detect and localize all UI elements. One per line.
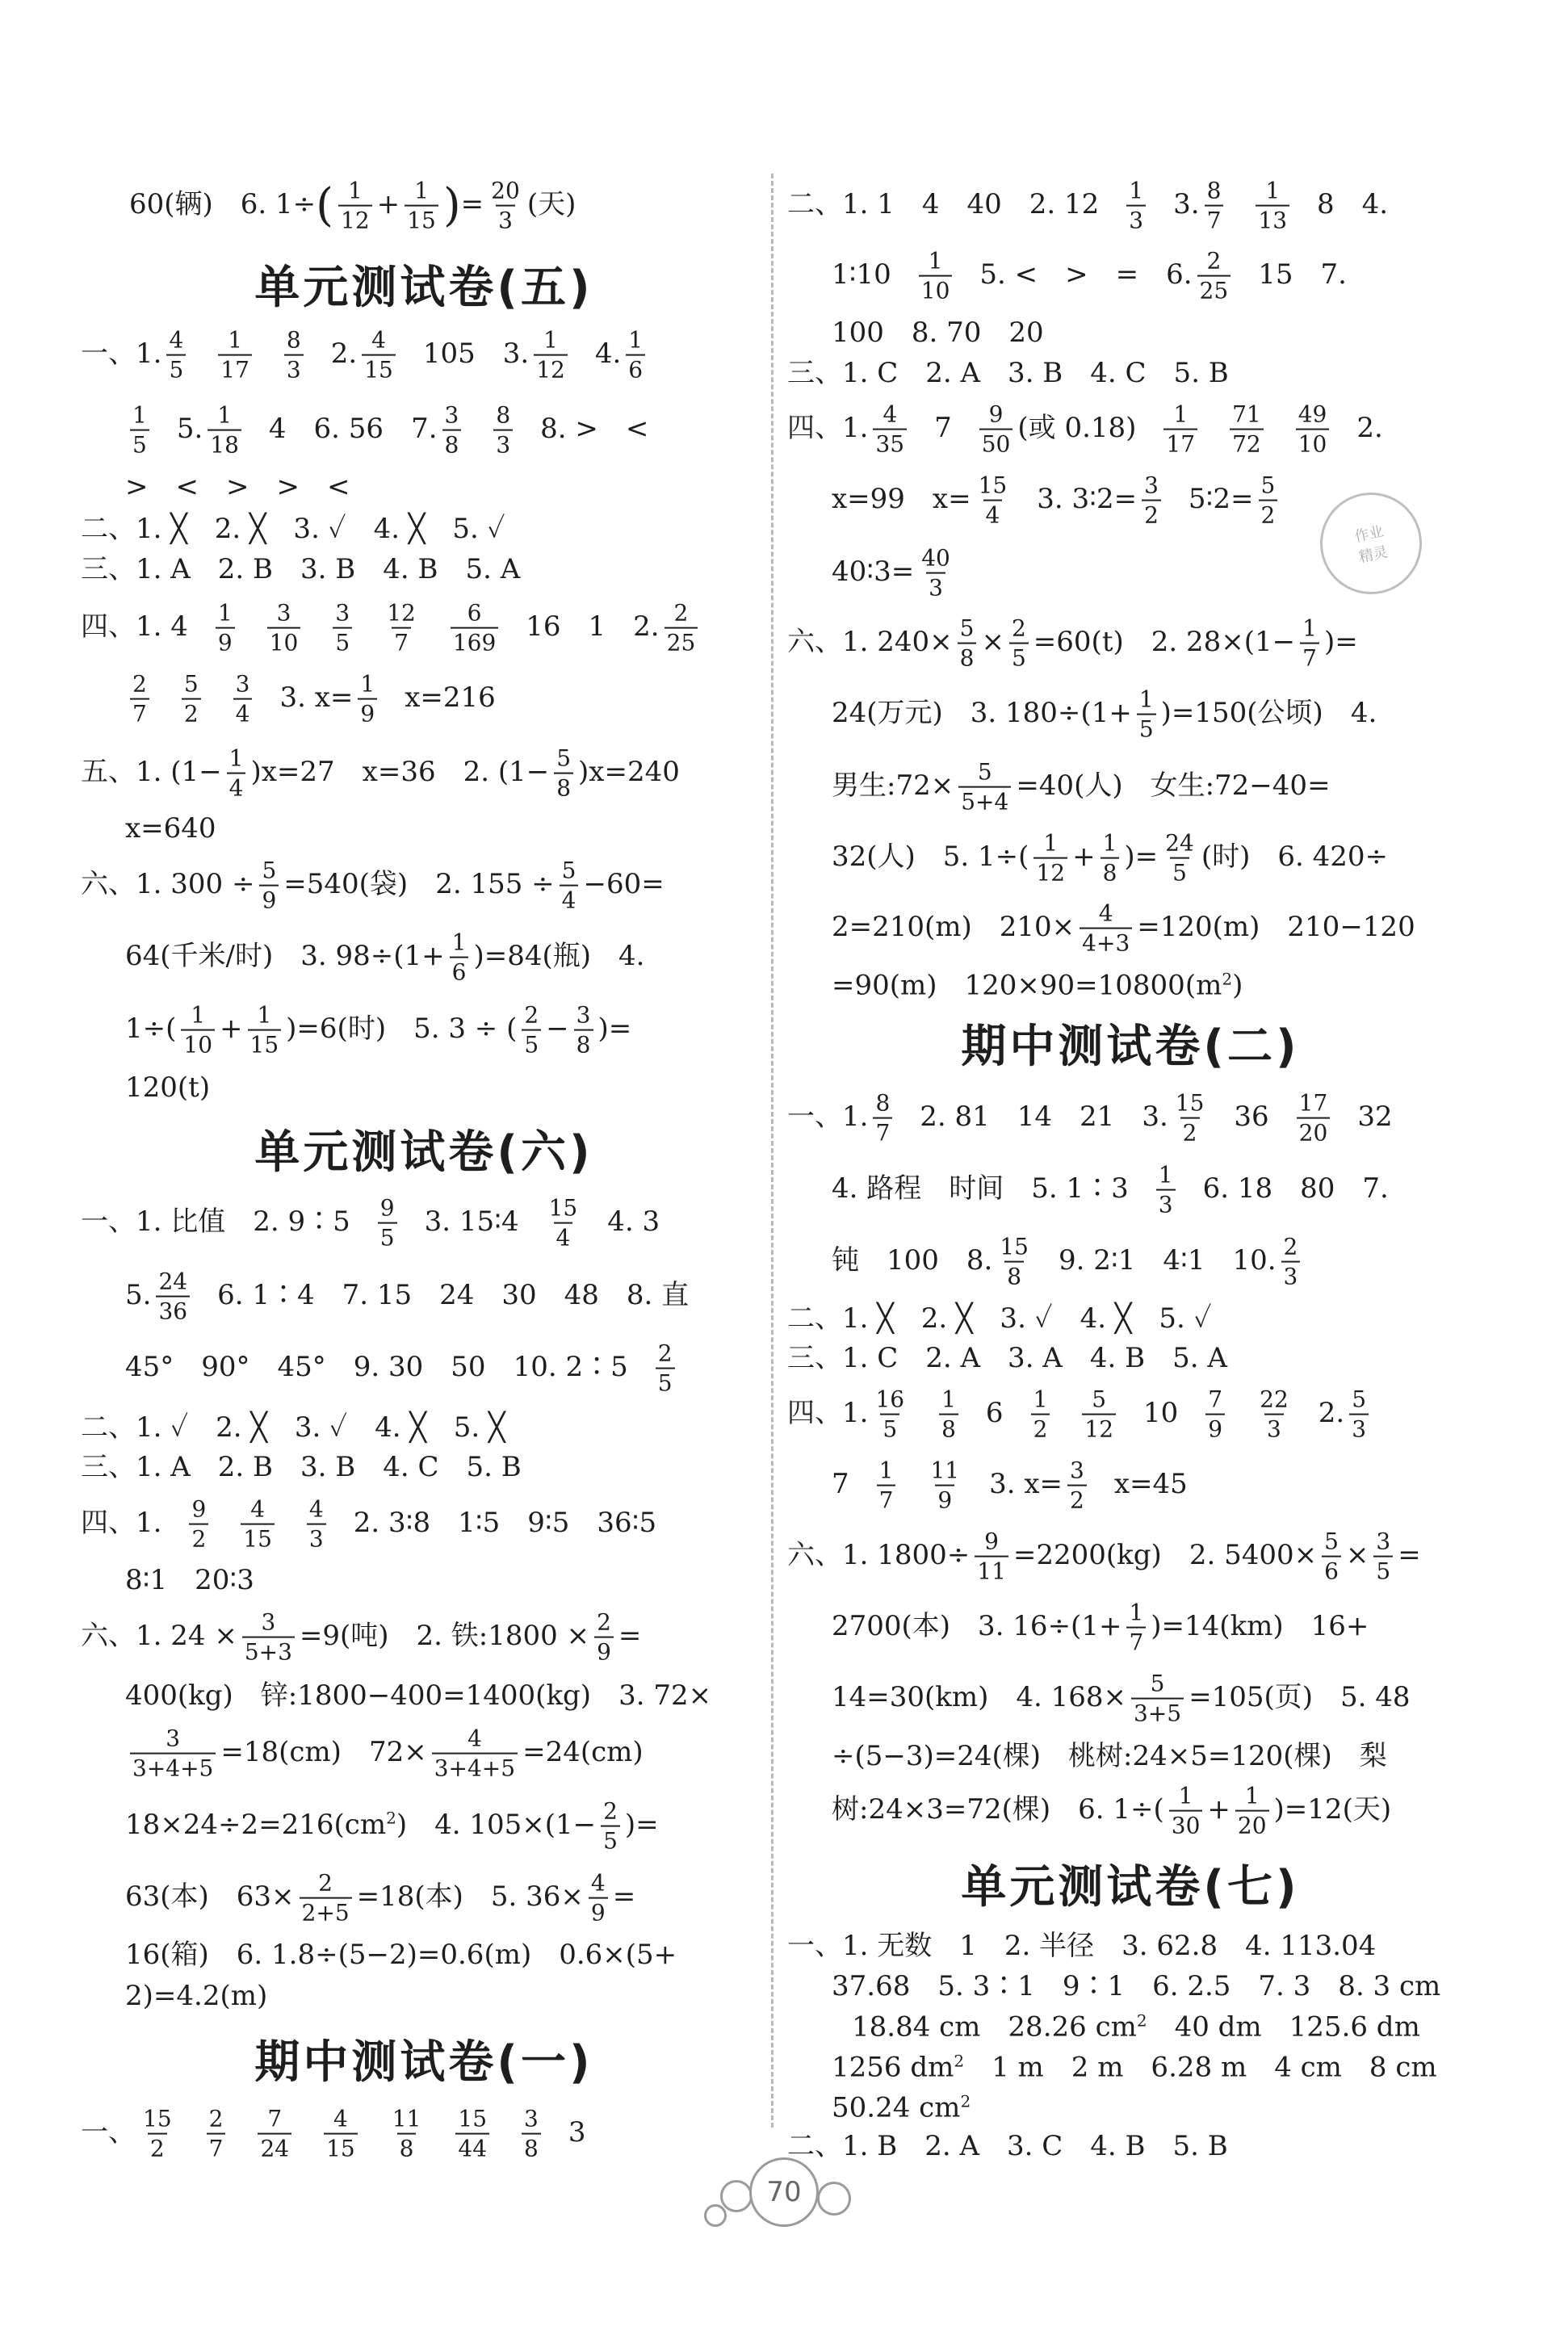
answer-line: 2=210(m) 210× $\frac{4}{4+3}$ =120(m) 210−120 xyxy=(832,899,1415,957)
answer-line: 六、1. 1800÷ $\frac{9}{11}$ =2200(kg) 2. 5400× $\frac{5}{6}$ × $\frac{3}{5}$ = xyxy=(787,1528,1421,1585)
answer-line: 三、1. A 2. B 3. B 4. B 5. A xyxy=(81,553,521,585)
answer-line: x=99 x= $\frac{15}{4}$ 3. 3∶2= $\frac{3}{2}$ 5∶2= $\frac{5}{2}$ xyxy=(787,474,1282,528)
answer-line: 64(千米/时) 3. 98÷(1+ $\frac{1}{6}$ )=84(瓶) 4. xyxy=(125,929,645,986)
answer-line: $\frac{3}{3+4+5}$ =18(cm) 72× $\frac{4}{3+4+5}$ =24(cm) xyxy=(81,1727,644,1781)
answer-line: 二、1. 1 4 40 2. 12 $\frac{1}{3}$ 3. $\frac{8}{7}$ $\frac{1}{13}$ 8 4. xyxy=(787,177,1389,234)
answer-line: 六、1. 240× $\frac{5}{8}$ × $\frac{2}{5}$ =60(t) 2. 28×(1− $\frac{1}{7}$ )= xyxy=(787,614,1358,672)
answer-line: 树:24×3=72(棵) 6. 1÷( $\frac{1}{30}$ + $\frac{1}{20}$ )=12(天) xyxy=(832,1782,1392,1839)
answer-line: 2700(本) 3. 16÷(1+ $\frac{1}{7}$ )=14(km) 16+ xyxy=(832,1599,1369,1656)
answer-line: 六、1. 300 ÷ $\frac{5}{9}$ =540(袋) 2. 155 ÷ $\frac{5}{4}$ −60= xyxy=(81,857,665,914)
watermark-seal: 作业 精灵 xyxy=(1310,483,1431,603)
answer-line: 1÷( $\frac{1}{10}$ + $\frac{1}{15}$ )=6(时) 5. 3 ÷ ( $\frac{2}{5}$ − $\frac{3}{8}$ )= xyxy=(125,1001,632,1059)
answer-line: x=640 xyxy=(125,812,216,845)
answer-line: 二、1. ╳ 2. ╳ 3. ✓ 4. ╳ 5. ✓ xyxy=(787,1302,1212,1335)
answer-line: 男生:72× $\frac{5}{5+4}$ =40(人) 女生:72−40= xyxy=(832,758,1331,815)
answer-line: 四、1. 4 $\frac{1}{9}$ $\frac{3}{10}$ $\frac{3}{5}$ $\frac{12}{7}$ $\frac{6}{169}$ 16 1 2. $\frac{2}{25}$ xyxy=(81,602,702,656)
answer-line: $\frac{1}{5}$ 5. $\frac{1}{18}$ 4 6. 56 7. $\frac{3}{8}$ $\frac{8}{3}$ 8. > < xyxy=(81,404,648,458)
answer-line: 四、1. $\frac{4}{35}$ 7 $\frac{9}{50}$ (或 0.18) $\frac{1}{17}$ $\frac{71}{72}$ $\frac{49}{10}$ 2. xyxy=(787,400,1383,458)
answer-line: 四、1. $\frac{16}{5}$ $\frac{1}{8}$ 6 $\frac{1}{2}$ $\frac{5}{12}$ 10 $\frac{7}{9}$ $\frac{22}{3}$ 2. $\frac{5}{3}$ xyxy=(787,1388,1373,1442)
answer-line: =90(m) $120\times 90=10800(m^2)$ xyxy=(832,969,1243,1002)
answer-line: 一、1. $\frac{4}{5}$ $\frac{1}{17}$ $\frac{8}{3}$ 2. $\frac{4}{15}$ 105 3. $\frac{1}{12}$ 4. $\frac{1}{6}$ xyxy=(81,329,650,383)
answer-line: 8∶1 20∶3 xyxy=(125,1564,254,1596)
answer-line: 4. 路程 时间 5. 1∶3 $\frac{1}{3}$ 6. 18 80 7. xyxy=(832,1161,1389,1218)
answer-line: 三、1. C 2. A 3. A 4. B 5. A xyxy=(787,1342,1227,1374)
page-number: 70 xyxy=(766,2176,802,2208)
answer-line: $\frac{2}{7}$ $\frac{5}{2}$ $\frac{3}{4}$ 3. x= $\frac{1}{9}$ x=216 xyxy=(81,673,496,727)
answer-line: 45° 90° 45° 9. 30 50 10. 2∶5 $\frac{2}{5}$ xyxy=(81,1342,680,1396)
section-heading: 单元测试卷(七) xyxy=(961,1861,1300,1914)
answer-line: 钝 100 8. $\frac{15}{8}$ 9. 2∶1 4∶1 10. $\frac{2}{3}$ xyxy=(787,1235,1305,1289)
answer-line: 五、1. (1− $\frac{1}{4}$ )x=27 x=36 2. (1− $\frac{5}{8}$ )x=240 xyxy=(81,744,680,802)
answer-line: 一、1. $\frac{8}{7}$ 2. 81 14 21 3. $\frac{15}{2}$ 36 $\frac{17}{20}$ 32 xyxy=(787,1089,1393,1147)
answer-line: 63(本) 63× $\frac{2}{2+5}$ =18(本) 5. 36× $\frac{4}{9}$ = xyxy=(125,1869,636,1926)
answer-line: > < > > < xyxy=(125,471,350,503)
answer-line: 14=30(km) 4. 168× $\frac{5}{3+5}$ =105(页) 5. 48 xyxy=(832,1670,1411,1727)
answer-line: 四、1. $\frac{9}{2}$ $\frac{4}{15}$ $\frac{4}{3}$ 2. 3∶8 1∶5 9∶5 36∶5 xyxy=(81,1495,657,1553)
answer-line: 120(t) xyxy=(125,1071,211,1104)
answer-line: 1∶10 $\frac{1}{10}$ 5. < > = 6. $\frac{2}{25}$ 15 7. xyxy=(832,247,1347,304)
page-number-badge xyxy=(702,2148,864,2237)
section-heading: 单元测试卷(五) xyxy=(254,262,593,314)
answer-line: 二、1. ✓ 2. ╳ 3. ✓ 4. ╳ 5. ╳ xyxy=(81,1411,505,1444)
answer-line: 1256 $dm^2$ 1 m 2 m 6.28 m 4 cm 8 cm xyxy=(832,2051,1437,2084)
answer-line: 400(kg) 锌:1800−400=1400(kg) 3. 72× xyxy=(125,1679,712,1712)
answer-line: 5. $\frac{24}{36}$ 6. 1∶4 7. 15 24 30 48 8. 直 xyxy=(125,1268,690,1325)
answer-line: $18\times 24\div 2=216(cm^2)$ 4. 105×(1− $\frac{2}{5}$ )= xyxy=(125,1797,659,1855)
answer-line: 24(万元) 3. 180÷(1+ $\frac{1}{5}$ )=150(公顷) 4. xyxy=(832,685,1377,743)
answer-line: 18.84 cm 28.26 $cm^2$ 40 dm 125.6 dm xyxy=(852,2010,1420,2044)
answer-line: 三、1. C 2. A 3. B 4. C 5. B xyxy=(787,357,1229,389)
answer-line: 40∶3= $\frac{40}{3}$ xyxy=(832,544,950,602)
section-heading: 单元测试卷(六) xyxy=(254,1126,593,1179)
answer-line: 一、1. 无数 1 2. 半径 3. 62.8 4. 113.04 xyxy=(787,1930,1377,1962)
answer-line: 三、1. A 2. B 3. B 4. C 5. B xyxy=(81,1451,522,1483)
answer-line: ÷(5−3)=24(棵) 桃树:24×5=120(棵) 梨 xyxy=(832,1740,1387,1772)
answer-line: 50.24 $cm^2$ xyxy=(832,2091,971,2124)
answer-line: 一、 $\frac{15}{2}$ $\frac{2}{7}$ $\frac{7}{24}$ $\frac{4}{15}$ $\frac{11}{8}$ $\frac{15}{44}$ $\frac{3}{8}$ 3 xyxy=(81,2105,586,2162)
answer-line: 二、1. ╳ 2. ╳ 3. ✓ 4. ╳ 5. ✓ xyxy=(81,513,505,545)
answer-line: 7 $\frac{1}{7}$ $\frac{11}{9}$ 3. x= $\frac{3}{2}$ x=45 xyxy=(832,1457,1188,1514)
answer-line: 32(人) 5. 1÷( $\frac{1}{12}$ + $\frac{1}{8}$ )= $\frac{24}{5}$ (时) 6. 420÷ xyxy=(832,829,1388,887)
answer-line: 100 8. 70 20 xyxy=(832,317,1044,349)
answer-line: 60(辆) 6. 1÷( $\frac{1}{12}$ + $\frac{1}{15}$ )= $\frac{20}{3}$ (天) xyxy=(129,177,576,234)
section-heading: 期中测试卷(一) xyxy=(254,2036,593,2089)
section-heading: 期中测试卷(二) xyxy=(961,1021,1300,1073)
answer-line: 2)=4.2(m) xyxy=(125,1980,268,2012)
answer-line: 六、1. 24 × $\frac{3}{5+3}$ =9(吨) 2. 铁:1800 × $\frac{2}{9}$ = xyxy=(81,1608,642,1666)
answer-line: 一、1. 比值 2. 9∶5 $\frac{9}{5}$ 3. 15∶4 $\frac{15}{4}$ 4. 3 xyxy=(81,1194,660,1251)
answer-line: 16(箱) 6. 1.8÷(5−2)=0.6(m) 0.6×(5+ xyxy=(125,1939,677,1971)
answer-line: 二、1. B 2. A 3. C 4. B 5. B xyxy=(787,2130,1228,2162)
answer-line: 37.68 5. 3∶1 9∶1 6. 2.5 7. 3 8. 3 cm xyxy=(832,1970,1441,2002)
column-divider xyxy=(771,174,774,2128)
